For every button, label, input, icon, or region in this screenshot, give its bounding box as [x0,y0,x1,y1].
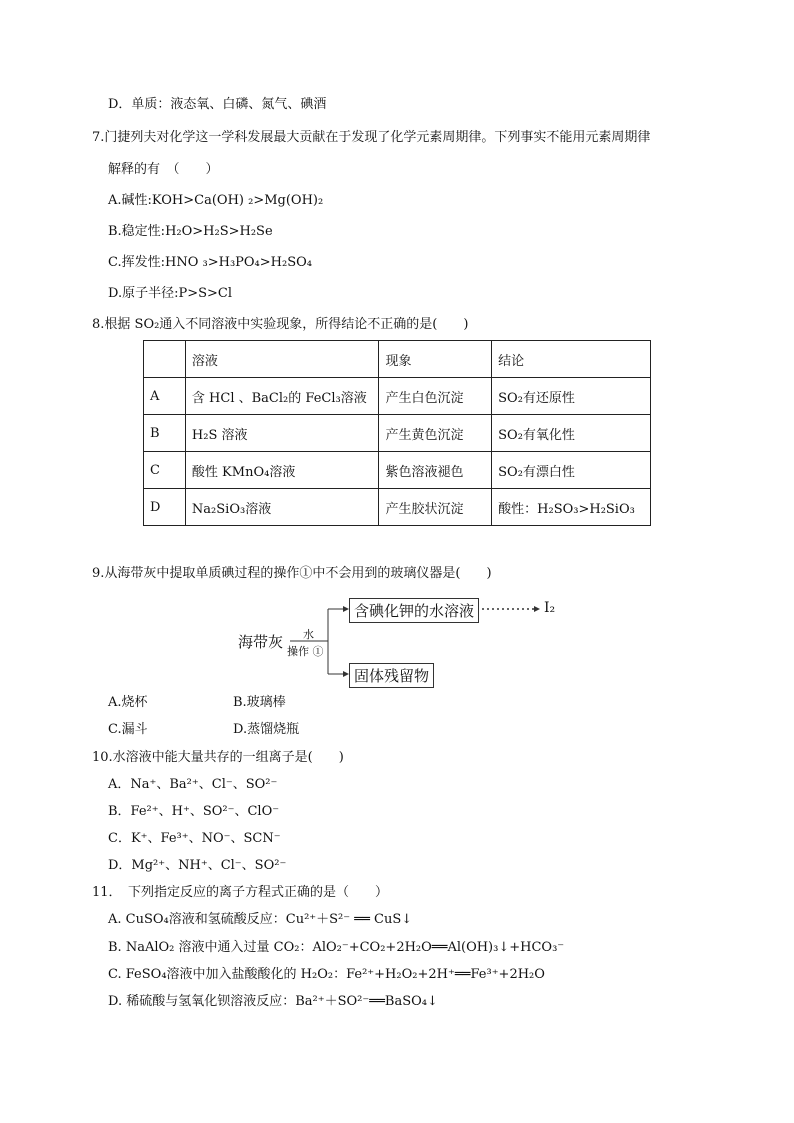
diagram-operation-label: 操作 ① [287,645,324,658]
q11-option-a: A. CuSO₄溶液和氢硫酸反应：Cu²⁺＋S²⁻ ══ CuS↓ [108,912,413,927]
diagram-bottom-box: 固体残留物 [349,663,434,688]
table-cell: 结论 [492,341,651,378]
q11-option-b: B. NaAlO₂ 溶液中通入过量 CO₂：AlO₂⁻+CO₂+2H₂O══Al(OH)₃↓+HCO₃⁻ [108,940,565,955]
table-cell [144,341,186,378]
q11-option-d: D. 稀硫酸与氢氧化钡溶液反应：Ba²⁺＋SO²⁻══BaSO₄↓ [108,994,438,1009]
q9-option-d: D.蒸馏烧瓶 [233,722,300,737]
q11-stem: 11． 下列指定反应的离子方程式正确的是（ ） [92,885,389,900]
table-header-row [144,341,651,378]
table-cell: A [144,378,186,415]
table-cell: D [144,489,186,526]
q9-process-diagram [236,594,566,690]
table-cell: SO₂有氧化性 [492,415,651,452]
diagram-product: I₂ [544,600,556,616]
q10-option-b: B．Fe²⁺、H⁺、SO²⁻、ClO⁻ [108,804,280,819]
q7-option-b: B.稳定性:H₂O>H₂S>H₂Se [108,224,273,239]
table-cell: B [144,415,186,452]
q9-option-b: B.玻璃棒 [233,695,286,710]
diagram-top-box: 含碘化钾的水溶液 [349,598,479,623]
table-cell: 含 HCl 、BaCl₂的 FeCl₃溶液 [185,378,379,415]
table-cell: 紫色溶液褪色 [379,452,492,489]
q11-option-c: C. FeSO₄溶液中加入盐酸酸化的 H₂O₂：Fe²⁺+H₂O₂+2H⁺══Fe³⁺+2H₂O [108,967,545,982]
table-row [144,378,651,415]
table-cell: 酸性：H₂SO₃>H₂SiO₃ [492,489,651,526]
q8-table [143,340,651,526]
q10-option-c: C．K⁺、Fe³⁺、NO⁻、SCN⁻ [108,831,281,846]
table-cell: 产生白色沉淀 [379,378,492,415]
table-row [144,452,651,489]
q7-option-c: C.挥发性:HNO ₃>H₃PO₄>H₂SO₄ [108,255,312,270]
table-cell: 现象 [379,341,492,378]
q7-stem-line1: 7.门捷列夫对化学这一学科发展最大贡献在于发现了化学元素周期律。下列事实不能用元素周期律 [92,130,651,145]
table-cell: C [144,452,186,489]
table-cell: SO₂有还原性 [492,378,651,415]
q10-option-a: A．Na⁺、Ba²⁺、Cl⁻、SO²⁻ [108,777,278,792]
diagram-source: 海带灰 [238,633,284,651]
q10-stem: 10.水溶液中能大量共存的一组离子是( ) [92,750,344,765]
q7-stem-line2: 解释的有 （ ） [108,162,219,177]
q7-option-d: D.原子半径:P>S>Cl [108,286,233,301]
table-cell: 产生胶状沉淀 [379,489,492,526]
table-cell: SO₂有漂白性 [492,452,651,489]
table-cell: 产生黄色沉淀 [379,415,492,452]
table-row [144,489,651,526]
q10-option-d: D．Mg²⁺、NH⁺、Cl⁻、SO²⁻ [108,858,287,873]
table-cell: 溶液 [185,341,379,378]
table-cell: 酸性 KMnO₄溶液 [185,452,379,489]
q6-option-d: D．单质：液态氧、白磷、氮气、碘酒 [108,97,327,112]
q9-stem: 9.从海带灰中提取单质碘过程的操作①中不会用到的玻璃仪器是( ) [92,566,492,581]
q8-stem: 8.根据 SO₂通入不同溶液中实验现象，所得结论不正确的是( ) [92,317,469,332]
dotted-arrowhead [534,606,540,612]
q9-option-c: C.漏斗 [108,722,148,737]
table-row [144,415,651,452]
q7-option-a: A.碱性:KOH>Ca(OH) ₂>Mg(OH)₂ [108,193,324,208]
q9-option-a: A.烧杯 [108,695,148,710]
table-cell: Na₂SiO₃溶液 [185,489,379,526]
diagram-reagent-label: 水 [303,628,314,641]
table-cell: H₂S 溶液 [185,415,379,452]
